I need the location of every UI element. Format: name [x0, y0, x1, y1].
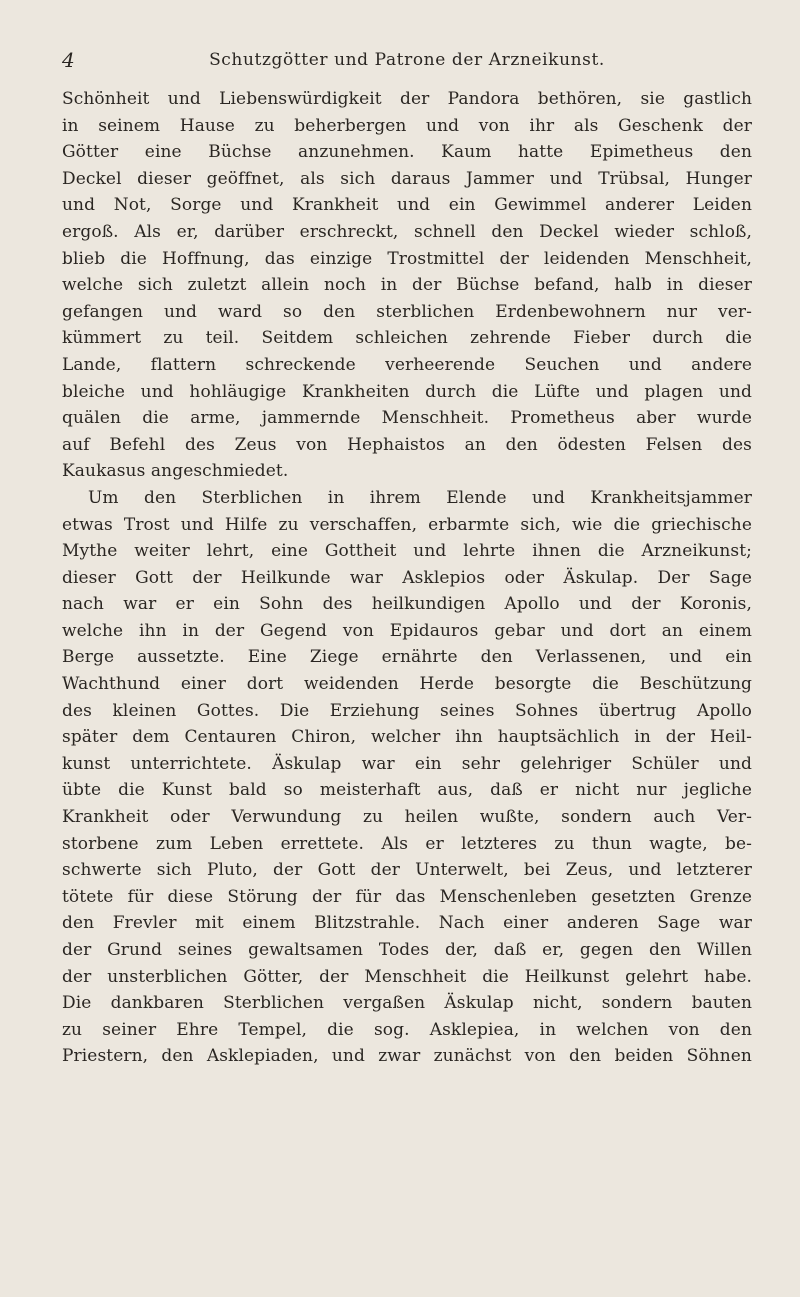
running-head — [62, 44, 752, 76]
text-line: welche sich zuletzt allein noch in der Büchse befand, halb in dieser — [62, 275, 752, 296]
text-line: storbene zum Leben errettete. Als er letzteres zu thun wagte, be- — [62, 833, 752, 854]
running-title: Schutzgötter und Patrone der Arzneikunst. — [209, 50, 605, 70]
text-line: übte die Kunst bald so meisterhaft aus, daß er nicht nur jegliche — [62, 780, 752, 801]
text-line: des kleinen Gottes. Die Erziehung seines Sohnes übertrug Apollo — [62, 700, 752, 721]
text-line: welche ihn in der Gegend von Epidauros gebar und dort an einem — [62, 620, 752, 641]
text-line: kümmert zu teil. Seitdem schleichen zehrende Fieber durch die — [62, 328, 752, 349]
text-line: Deckel dieser geöffnet, als sich daraus Jammer und Trübsal, Hunger — [62, 168, 752, 189]
text-line: blieb die Hoffnung, das einzige Trostmittel der leidenden Menschheit, — [62, 248, 752, 269]
text-line: nach war er ein Sohn des heilkundigen Apollo und der Koronis, — [62, 594, 752, 615]
text-line: bleiche und hohläugige Krankheiten durch die Lüfte und plagen und — [62, 381, 752, 402]
text-line: Berge aussetzte. Eine Ziege ernährte den Verlassenen, und ein — [62, 647, 752, 668]
text-line: Mythe weiter lehrt, eine Gottheit und lehrte ihnen die Arzneikunst; — [62, 541, 752, 562]
text-line: auf Befehl des Zeus von Hephaistos an den ödesten Felsen des — [62, 434, 752, 455]
text-line: und Not, Sorge und Krankheit und ein Gewimmel anderer Leiden — [62, 195, 752, 216]
page-number: 4 — [62, 48, 76, 72]
text-line: Um den Sterblichen in ihrem Elende und Krankheitsjammer — [88, 487, 752, 508]
text-line: später dem Centauren Chiron, welcher ihn hauptsächlich in der Heil- — [62, 727, 752, 748]
paragraph-2 — [62, 485, 752, 1070]
text-line: Götter eine Büchse anzunehmen. Kaum hatte Epimetheus den — [62, 142, 752, 163]
text-line: gefangen und ward so den sterblichen Erdenbewohnern nur ver- — [62, 301, 752, 322]
text-line: dieser Gott der Heilkunde war Asklepios oder Äskulap. Der Sage — [62, 567, 752, 588]
text-line: den Frevler mit einem Blitzstrahle. Nach einer anderen Sage war — [62, 913, 752, 934]
text-line: ergoß. Als er, darüber erschreckt, schnell den Deckel wieder schloß, — [62, 221, 752, 242]
text-line: der unsterblichen Götter, der Menschheit die Heilkunst gelehrt habe. — [62, 966, 752, 987]
text-line: Lande, flattern schreckende verheerende Seuchen und andere — [62, 354, 752, 375]
text-line: in seinem Hause zu beherbergen und von ihr als Geschenk der — [62, 115, 752, 136]
text-line: tötete für diese Störung der für das Menschenleben gesetzten Grenze — [62, 886, 752, 907]
text-line: Krankheit oder Verwundung zu heilen wußte, sondern auch Ver- — [62, 807, 752, 828]
text-line: der Grund seines gewaltsamen Todes der, daß er, gegen den Willen — [62, 940, 752, 960]
text-line: Wachthund einer dort weidenden Herde besorgte die Beschützung — [62, 674, 752, 695]
text-line: Die dankbaren Sterblichen vergaßen Äskulap nicht, sondern bauten — [62, 993, 752, 1014]
body-text — [62, 86, 752, 1070]
text-line: Priestern, den Asklepiaden, und zwar zunächst von den beiden Söhnen — [62, 1046, 752, 1067]
paragraph-1 — [62, 86, 752, 485]
text-line: zu seiner Ehre Tempel, die sog. Asklepiea, in welchen von den — [62, 1019, 752, 1040]
text-line: quälen die arme, jammernde Menschheit. Prometheus aber wurde — [62, 408, 752, 429]
text-line: kunst unterrichtete. Äskulap war ein sehr gelehriger Schüler und — [62, 753, 752, 774]
text-line: schwerte sich Pluto, der Gott der Unterwelt, bei Zeus, und letzterer — [62, 860, 752, 881]
text-line: Kaukasus angeschmiedet. — [62, 461, 289, 482]
text-line: etwas Trost und Hilfe zu verschaffen, erbarmte sich, wie die griechische — [62, 514, 752, 535]
text-line: Schönheit und Liebenswürdigkeit der Pandora bethören, sie gastlich — [62, 89, 752, 109]
